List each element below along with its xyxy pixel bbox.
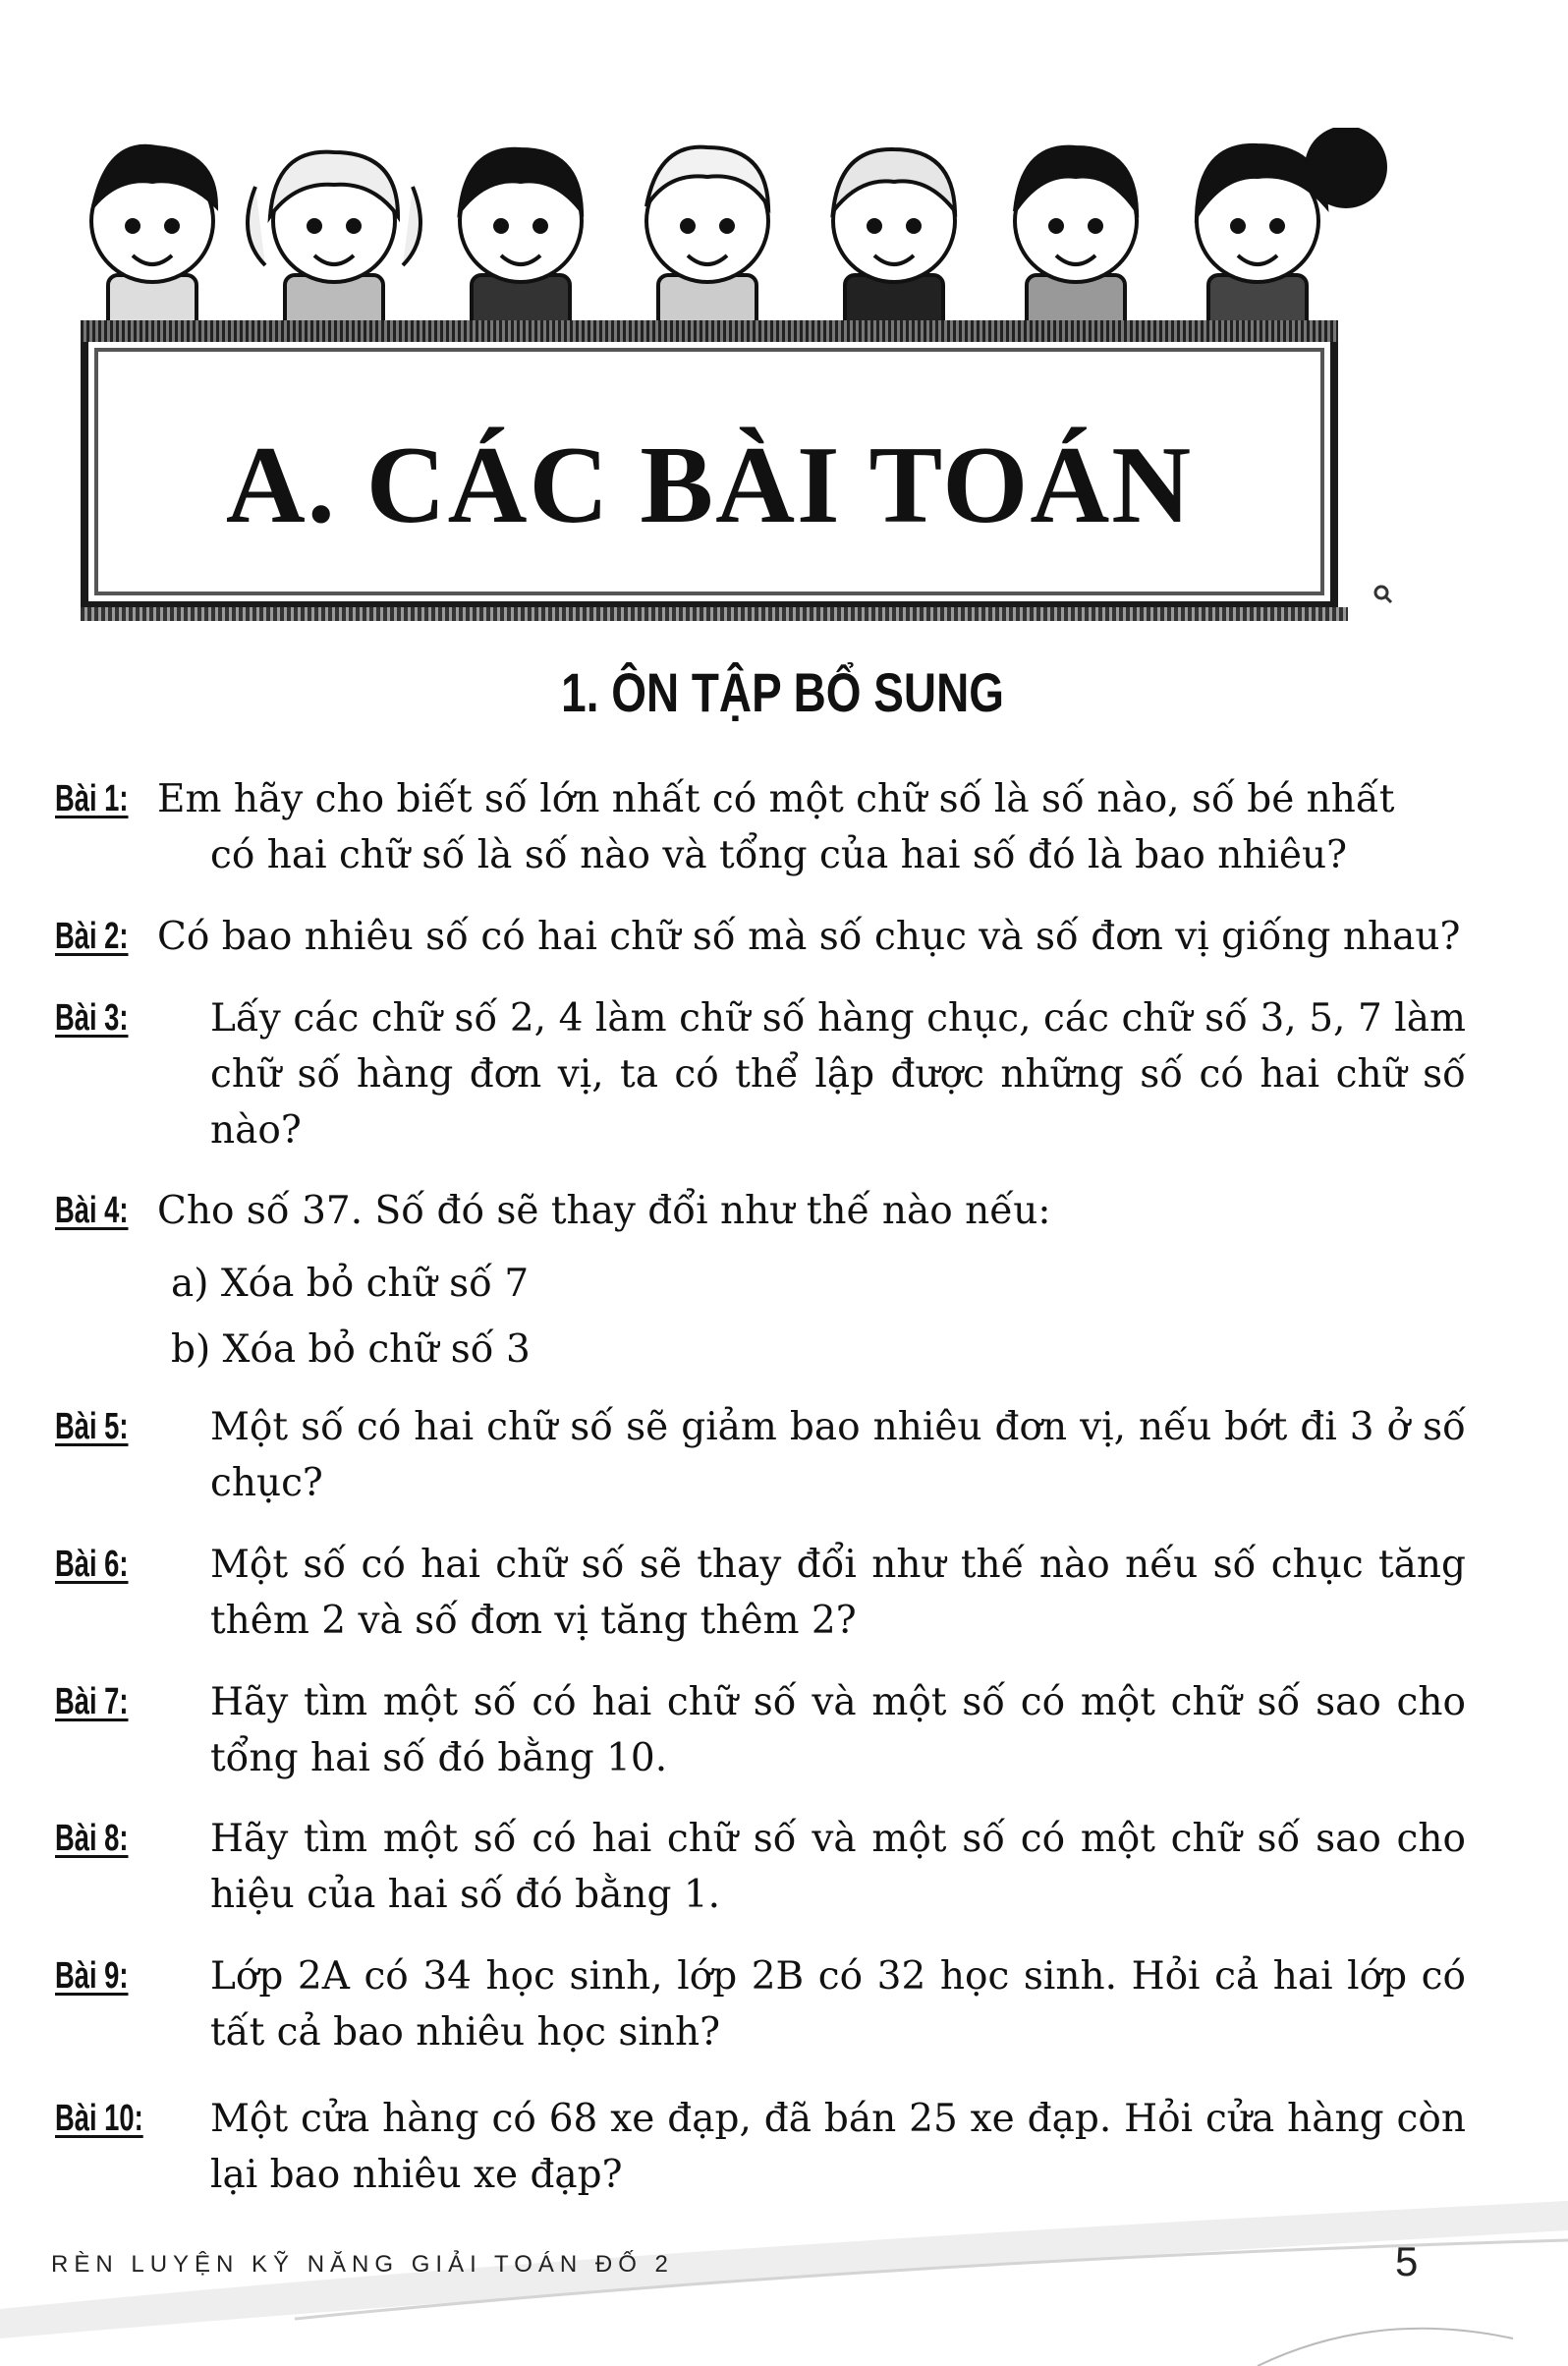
problem-text: Hãy tìm một số có hai chữ số và một số có một chữ số sao cho tổng hai số đó bằng 10. bbox=[210, 1680, 1466, 1780]
problem-label: Bài 6: bbox=[55, 1544, 129, 1585]
problem-text: Lấy các chữ số 2, 4 làm chữ số hàng chục, các chữ số 3, 5, 7 làm chữ số hàng đơn vị, ta có thể lập được những số có hai chữ số nào? bbox=[210, 996, 1466, 1153]
problem-text: Cho số 37. Số đó sẽ thay đổi như thế nào nếu: bbox=[157, 1189, 1051, 1233]
page-title: A. CÁC BÀI TOÁN bbox=[225, 424, 1194, 546]
problem-text: Một số có hai chữ số sẽ giảm bao nhiêu đơn vị, nếu bớt đi 3 ở số chục? bbox=[210, 1405, 1466, 1505]
child-figure bbox=[646, 147, 768, 344]
problem-label: Bài 7: bbox=[55, 1681, 129, 1722]
problem-text: Lớp 2A có 34 học sinh, lớp 2B có 32 học sinh. Hỏi cả hai lớp có tất cả bao nhiêu học sinh? bbox=[210, 1954, 1466, 2055]
problem-text: Hãy tìm một số có hai chữ số và một số có một chữ số sao cho hiệu của hai số đó bằng 1. bbox=[210, 1817, 1466, 1917]
child-figure bbox=[833, 149, 955, 344]
problem-label: Bài 1: bbox=[55, 778, 129, 819]
magnifier-icon bbox=[1372, 584, 1394, 605]
board-top-edge bbox=[81, 320, 1338, 342]
problem-text-line: Em hãy cho biết số lớn nhất có một chữ số là số nào, số bé nhất bbox=[157, 777, 1395, 821]
page-number: 5 bbox=[1395, 2238, 1419, 2284]
problem-text: Một số có hai chữ số sẽ thay đổi như thế nào nếu số chục tăng thêm 2 và số đơn vị tăng thêm 2? bbox=[210, 1543, 1466, 1643]
problem-text-line: có hai chữ số là số nào và tổng của hai số đó là bao nhiêu? bbox=[210, 833, 1348, 877]
problem-text: Có bao nhiêu số có hai chữ số mà số chục và số đơn vị giống nhau? bbox=[157, 915, 1461, 959]
problem-label: Bài 8: bbox=[55, 1818, 129, 1859]
problem-label: Bài 9: bbox=[55, 1955, 129, 1997]
footer-swoosh-decoration bbox=[0, 2191, 1568, 2366]
title-board bbox=[81, 334, 1338, 609]
child-figure bbox=[1015, 147, 1137, 344]
problem-4-item-a: a) Xóa bỏ chữ số 7 bbox=[171, 1262, 530, 1306]
problem-4-item-b: b) Xóa bỏ chữ số 3 bbox=[171, 1327, 531, 1372]
children-illustration bbox=[69, 128, 1425, 344]
problem-text: Một cửa hàng có 68 xe đạp, đã bán 25 xe đạp. Hỏi cửa hàng còn lại bao nhiêu xe đạp? bbox=[210, 2097, 1466, 2197]
child-figure bbox=[248, 152, 420, 344]
child-figure bbox=[1197, 128, 1385, 344]
board-bottom-edge bbox=[81, 607, 1348, 621]
problem-label: Bài 4: bbox=[55, 1190, 129, 1231]
footer-book-title: RÈN LUYỆN KỸ NĂNG GIẢI TOÁN ĐỐ 2 bbox=[51, 2251, 674, 2278]
section-title: 1. ÔN TẬP BỔ SUNG bbox=[561, 661, 1004, 723]
problem-text bbox=[157, 771, 1466, 883]
problem-label: Bài 5: bbox=[55, 1406, 129, 1447]
problem-label: Bài 2: bbox=[55, 916, 129, 957]
child-figure bbox=[91, 146, 216, 344]
child-figure bbox=[460, 149, 582, 344]
problem-label: Bài 3: bbox=[55, 997, 129, 1039]
problem-label: Bài 10: bbox=[55, 2098, 143, 2139]
